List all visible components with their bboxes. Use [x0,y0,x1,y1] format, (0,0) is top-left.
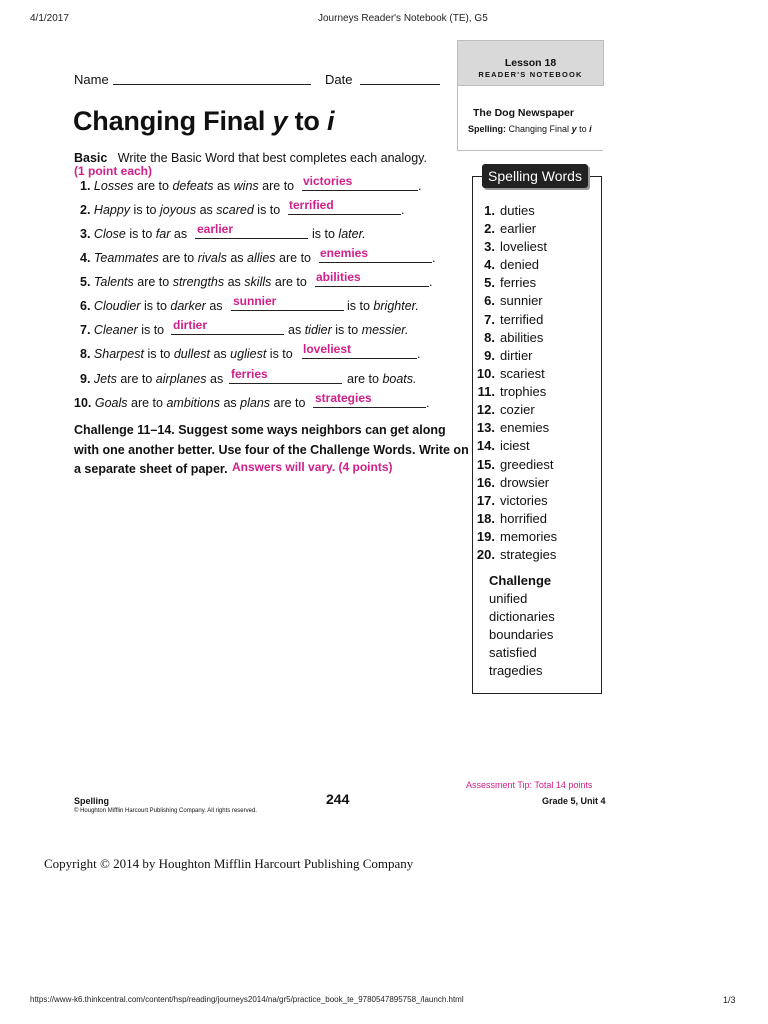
lesson-box [457,40,604,86]
spelling-word: 7. terrified [484,312,544,327]
answer-2: terrified [289,198,334,212]
skill-y: y [571,124,577,134]
name-line [113,84,311,85]
challenge-word: tragedies [489,663,543,678]
question-3-end: is to later. [312,227,366,241]
question-number: 1. [80,179,91,193]
question-9: 9. Jets are to airplanes as [80,372,224,386]
question-7-end: as tidier is to messier. [288,323,409,337]
challenge-line-2: with one another better. Use four of the Challenge Words. Write on [74,443,469,457]
date-label: Date [325,72,353,87]
spelling-word: 14. iciest [476,438,530,453]
answer-10: strategies [315,391,372,405]
lesson-number: Lesson 18 [504,57,557,69]
spelling-word: 3. loveliest [484,239,547,254]
spelling-word: 6. sunnier [484,293,543,308]
question-number: 5. [80,275,91,289]
question-number: 3. [80,227,91,241]
answer-line [229,383,342,384]
question-number: 10. [74,396,92,410]
question-5: 5. Talents are to strengths as skills are to [80,275,307,289]
skill-line [468,124,592,134]
answer-4: enemies [320,246,369,260]
answer-3: earlier [197,222,234,236]
period: . [432,251,436,265]
skill-to: to [579,124,587,134]
spelling-word: 8. abilities [484,330,544,345]
skill-i: i [589,124,592,134]
challenge-words-label: Challenge [489,573,552,588]
title-text: Changing Final [73,106,266,136]
question-number: 4. [80,251,91,265]
challenge-answer: Answers will vary. (4 points) [232,460,393,474]
page-url: https://www-k6.thinkcentral.com/content/hsp/reading/journeys2014/na/gr5/practice_book_te_9780547895758_/launch.html [30,995,464,1004]
date-line [360,84,440,85]
question-7: 7. Cleaner is to [80,323,165,337]
answer-line [315,286,429,287]
story-title: The Dog Newspaper [473,107,574,119]
spelling-word: 18. horrified [476,511,547,526]
instruction-text: Write the Basic Word that best completes each analogy. [117,151,427,165]
points-label: (1 point each) [74,164,153,178]
spelling-word: 4. denied [484,257,540,272]
question-10: 10. Goals are to ambitions as plans are to [74,396,306,410]
answer-line [195,238,308,239]
grade-unit: Grade 5, Unit 4 [542,796,606,806]
answer-line [171,334,284,335]
title-to: to [294,106,320,136]
challenge-word: boundaries [489,627,554,642]
spelling-word: 9. dirtier [484,348,533,363]
print-page-count: 1/3 [723,995,736,1005]
notebook-label: READER'S NOTEBOOK [478,70,583,79]
answer-9: ferries [231,367,268,381]
title-y: y [272,106,288,136]
question-6-end: is to brighter. [347,299,419,313]
spelling-word: 16. drowsier [476,475,550,490]
answer-line [231,310,344,311]
answer-6: sunnier [233,294,277,308]
spelling-word: 20. strategies [476,547,557,562]
spelling-word: 5. ferries [484,275,537,290]
spelling-word: 15. greediest [476,457,554,472]
challenge-line-1: Challenge 11–14. Suggest some ways neighbors can get along [74,423,446,437]
question-number: 7. [80,323,91,337]
challenge-word: unified [489,591,528,606]
period: . [418,179,422,193]
question-1: 1. Losses are to defeats as wins are to [80,179,295,193]
challenge-word: dictionaries [489,609,555,624]
answer-line [288,214,401,215]
question-2: 2. Happy is to joyous as scared is to [80,203,281,217]
question-number: 8. [80,347,91,361]
question-number: 6. [80,299,91,313]
spelling-word: 19. memories [476,529,558,544]
basic-instruction [74,151,427,165]
question-9-end: are to boats. [347,372,417,386]
skill-text: Changing Final [508,124,570,134]
answer-8: loveliest [303,342,352,356]
story-box [457,84,603,151]
name-label: Name [74,72,109,87]
period: . [429,275,433,289]
answer-7: dirtier [173,318,208,332]
answer-line [313,407,426,408]
spelling-word: 11. trophies [477,384,547,399]
question-4: 4. Teammates are to rivals as allies are to [80,251,311,265]
period: . [417,347,421,361]
section-label: Spelling [74,796,110,806]
question-number: 9. [80,372,91,386]
basic-label: Basic [74,151,108,165]
question-number: 2. [80,203,91,217]
document-title: Journeys Reader's Notebook (TE), G5 [318,13,488,24]
title-i: i [327,106,335,136]
assessment-tip: Assessment Tip: Total 14 points [466,780,593,790]
print-date: 4/1/2017 [30,13,69,24]
copyright: Copyright © 2014 by Houghton Mifflin Harcourt Publishing Company [44,856,414,871]
spelling-word: 2. earlier [484,221,537,236]
question-6: 6. Cloudier is to darker as [80,299,223,313]
question-8: 8. Sharpest is to dullest as ugliest is to [80,347,293,361]
spelling-word: 12. cozier [476,402,535,417]
challenge-word: satisfied [489,645,537,660]
challenge-line-3: a separate sheet of paper. [74,462,228,476]
page-number: 244 [326,791,350,807]
spelling-word: 10. scariest [476,366,545,381]
period: . [401,203,405,217]
copyright-small: © Houghton Mifflin Harcourt Publishing Company. All rights reserved. [74,808,257,814]
page-title [73,106,334,137]
period: . [426,396,430,410]
skill-prefix: Spelling: [468,124,506,134]
spelling-word: 1. duties [484,203,535,218]
spelling-word: 13. enemies [476,420,550,435]
spelling-words-title: Spelling Words [482,164,588,188]
answer-5: abilities [316,270,361,284]
answer-line [302,358,417,359]
question-3: 3. Close is to far as [80,227,188,241]
spelling-word: 17. victories [476,493,548,508]
answer-line [302,190,418,191]
answer-line [319,262,432,263]
answer-1: victories [303,174,353,188]
